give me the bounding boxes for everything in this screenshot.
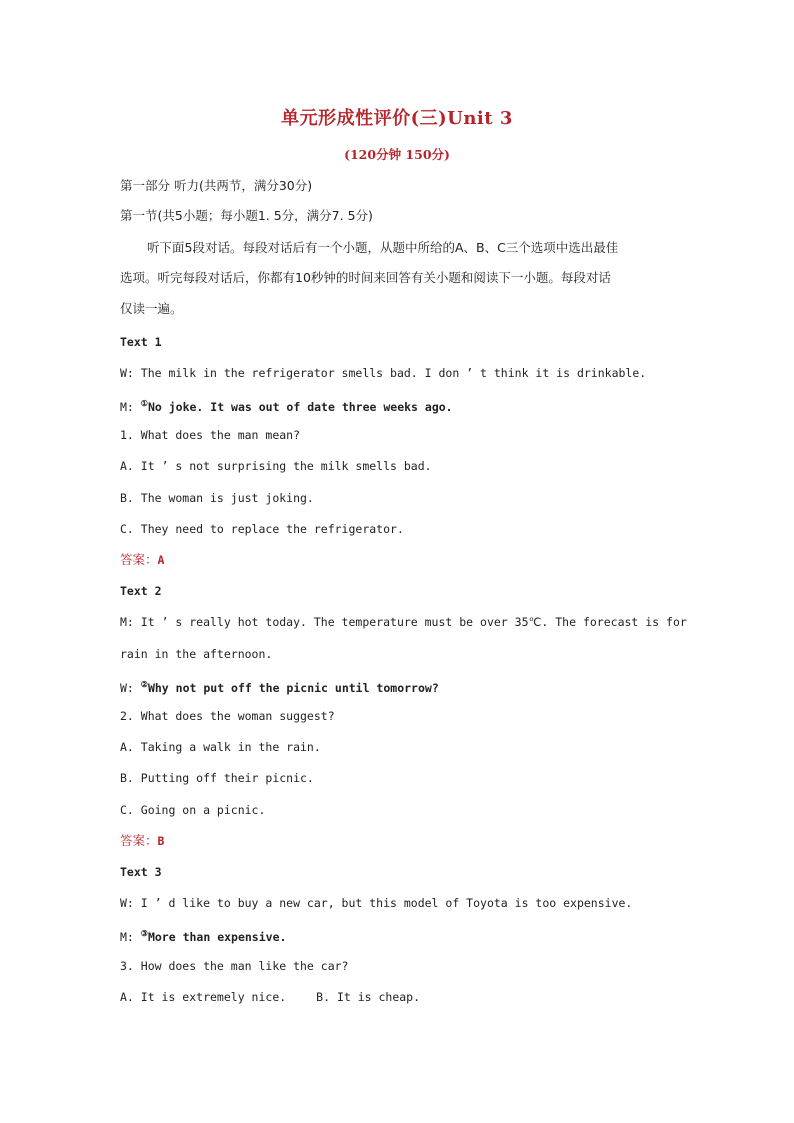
text-2-heading: Text 2 [120, 584, 162, 598]
text-1-heading: Text 1 [120, 335, 162, 349]
question-1-option-c: C. They need to replace the refrigerator. [120, 522, 404, 536]
time-score-note: (120分钟 150分) [344, 147, 450, 162]
text-3-man-line [120, 926, 680, 945]
speaker-prefix: M: [120, 930, 141, 944]
instructions-line-3: 仅读一遍。 [120, 301, 183, 316]
text-1-man-line [120, 396, 680, 415]
question-3-options [120, 989, 680, 1005]
text-3-heading: Text 3 [120, 865, 162, 879]
question-3: 3. How does the man like the car? [120, 959, 349, 973]
text-2-woman-line [120, 677, 680, 696]
answer-2 [120, 833, 680, 849]
question-1-option-a: A. It ’ s not surprising the milk smells bad. [120, 459, 432, 473]
note-marker: ① [140, 399, 148, 408]
instructions-line-1: 听下面5段对话。每段对话后有一个小题，从题中所给的A、B、C三个选项中选出最佳 [147, 240, 619, 255]
text-2-man-line-2: rain in the afternoon. [120, 647, 273, 661]
question-3-option-b: B. It is cheap. [316, 990, 421, 1004]
document-title: 单元形成性评价(三)Unit 3 [281, 108, 513, 129]
section-heading: 第一节(共5小题；每小题1. 5分，满分7. 5分) [120, 208, 373, 223]
answer-1 [120, 552, 680, 568]
text-1-woman-line: W: The milk in the refrigerator smells bad. I don ’ t think it is drinkable. [120, 366, 647, 380]
note-marker: ② [140, 680, 148, 689]
question-1-option-b: B. The woman is just joking. [120, 491, 314, 505]
highlighted-sentence: More than expensive. [147, 930, 287, 944]
instructions-line-2: 选项。听完每段对话后，你都有10秒钟的时间来回答有关小题和阅读下一小题。每段对话 [120, 270, 611, 285]
question-3-option-a: A. It is extremely nice. [120, 990, 287, 1004]
question-1: 1. What does the man mean? [120, 428, 301, 442]
answer-label: 答案： [120, 552, 158, 567]
text-3-woman-line: W: I ’ d like to buy a new car, but this model of Toyota is too expensive. [120, 896, 633, 910]
question-2-option-c: C. Going on a picnic. [120, 803, 266, 817]
speaker-prefix: W: [120, 681, 141, 695]
part-heading: 第一部分 听力(共两节，满分30分) [120, 178, 313, 193]
speaker-prefix: M: [120, 400, 141, 414]
highlighted-sentence: No joke. It was out of date three weeks ago. [147, 400, 453, 414]
question-2: 2. What does the woman suggest? [120, 709, 335, 723]
question-2-option-a: A. Taking a walk in the rain. [120, 740, 321, 754]
answer-label: 答案： [120, 833, 158, 848]
highlighted-sentence: Why not put off the picnic until tomorrow? [147, 681, 439, 695]
note-marker: ③ [140, 929, 148, 938]
answer-value: A [157, 553, 165, 567]
text-2-man-line-1: M: It ’ s really hot today. The temperature must be over 35℃. The forecast is for [120, 615, 687, 629]
question-2-option-b: B. Putting off their picnic. [120, 771, 314, 785]
answer-value: B [157, 834, 165, 848]
